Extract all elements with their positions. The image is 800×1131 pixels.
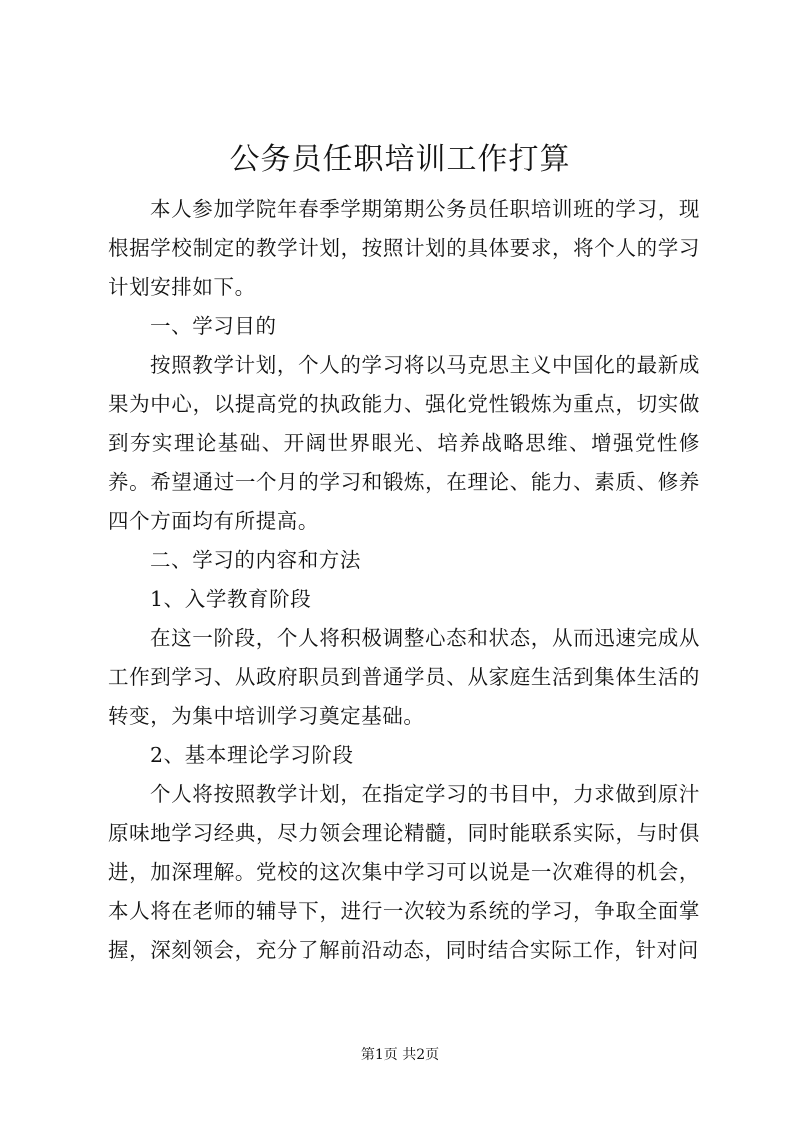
subheading-orientation-stage: 1、入学教育阶段 [150, 587, 312, 611]
subheading-theory-stage: 2、基本理论学习阶段 [150, 743, 354, 767]
section-heading-purpose: 一、学习目的 [150, 314, 277, 338]
section-heading-content-method: 二、学习的内容和方法 [150, 548, 361, 572]
document-body [108, 190, 700, 970]
page-footer: 第1页 共2页 [360, 1047, 440, 1063]
document-title: 公务员任职培训工作打算 [229, 142, 571, 177]
theory-paragraph: 个人将按照教学计划，在指定学习的书目中，力求做到原汁原味地学习经典，尽力领会理论精髓，同时能联系实际，与时俱进，加深理解。党校的这次集中学习可以说是一次难得的机会，本人将在老师的辅导下，进行一次较为系统的学习，争取全面掌握，深刻领会，充分了解前沿动态，同时结合实际工作，针对问 [108, 782, 700, 962]
orientation-paragraph: 在这一阶段，个人将积极调整心态和状态，从而迅速完成从工作到学习、从政府职员到普通学员、从家庭生活到集体生活的转变，为集中培训学习奠定基础。 [108, 626, 700, 728]
purpose-paragraph: 按照教学计划，个人的学习将以马克思主义中国化的最新成果为中心，以提高党的执政能力、强化党性锻炼为重点，切实做到夯实理论基础、开阔世界眼光、培养战略思维、增强党性修养。希望通过一个月的学习和锻炼，在理论、能力、素质、修养四个方面均有所提高。 [108, 353, 700, 533]
intro-paragraph: 本人参加学院年春季学期第期公务员任职培训班的学习，现根据学校制定的教学计划，按照计划的具体要求，将个人的学习计划安排如下。 [108, 197, 700, 299]
